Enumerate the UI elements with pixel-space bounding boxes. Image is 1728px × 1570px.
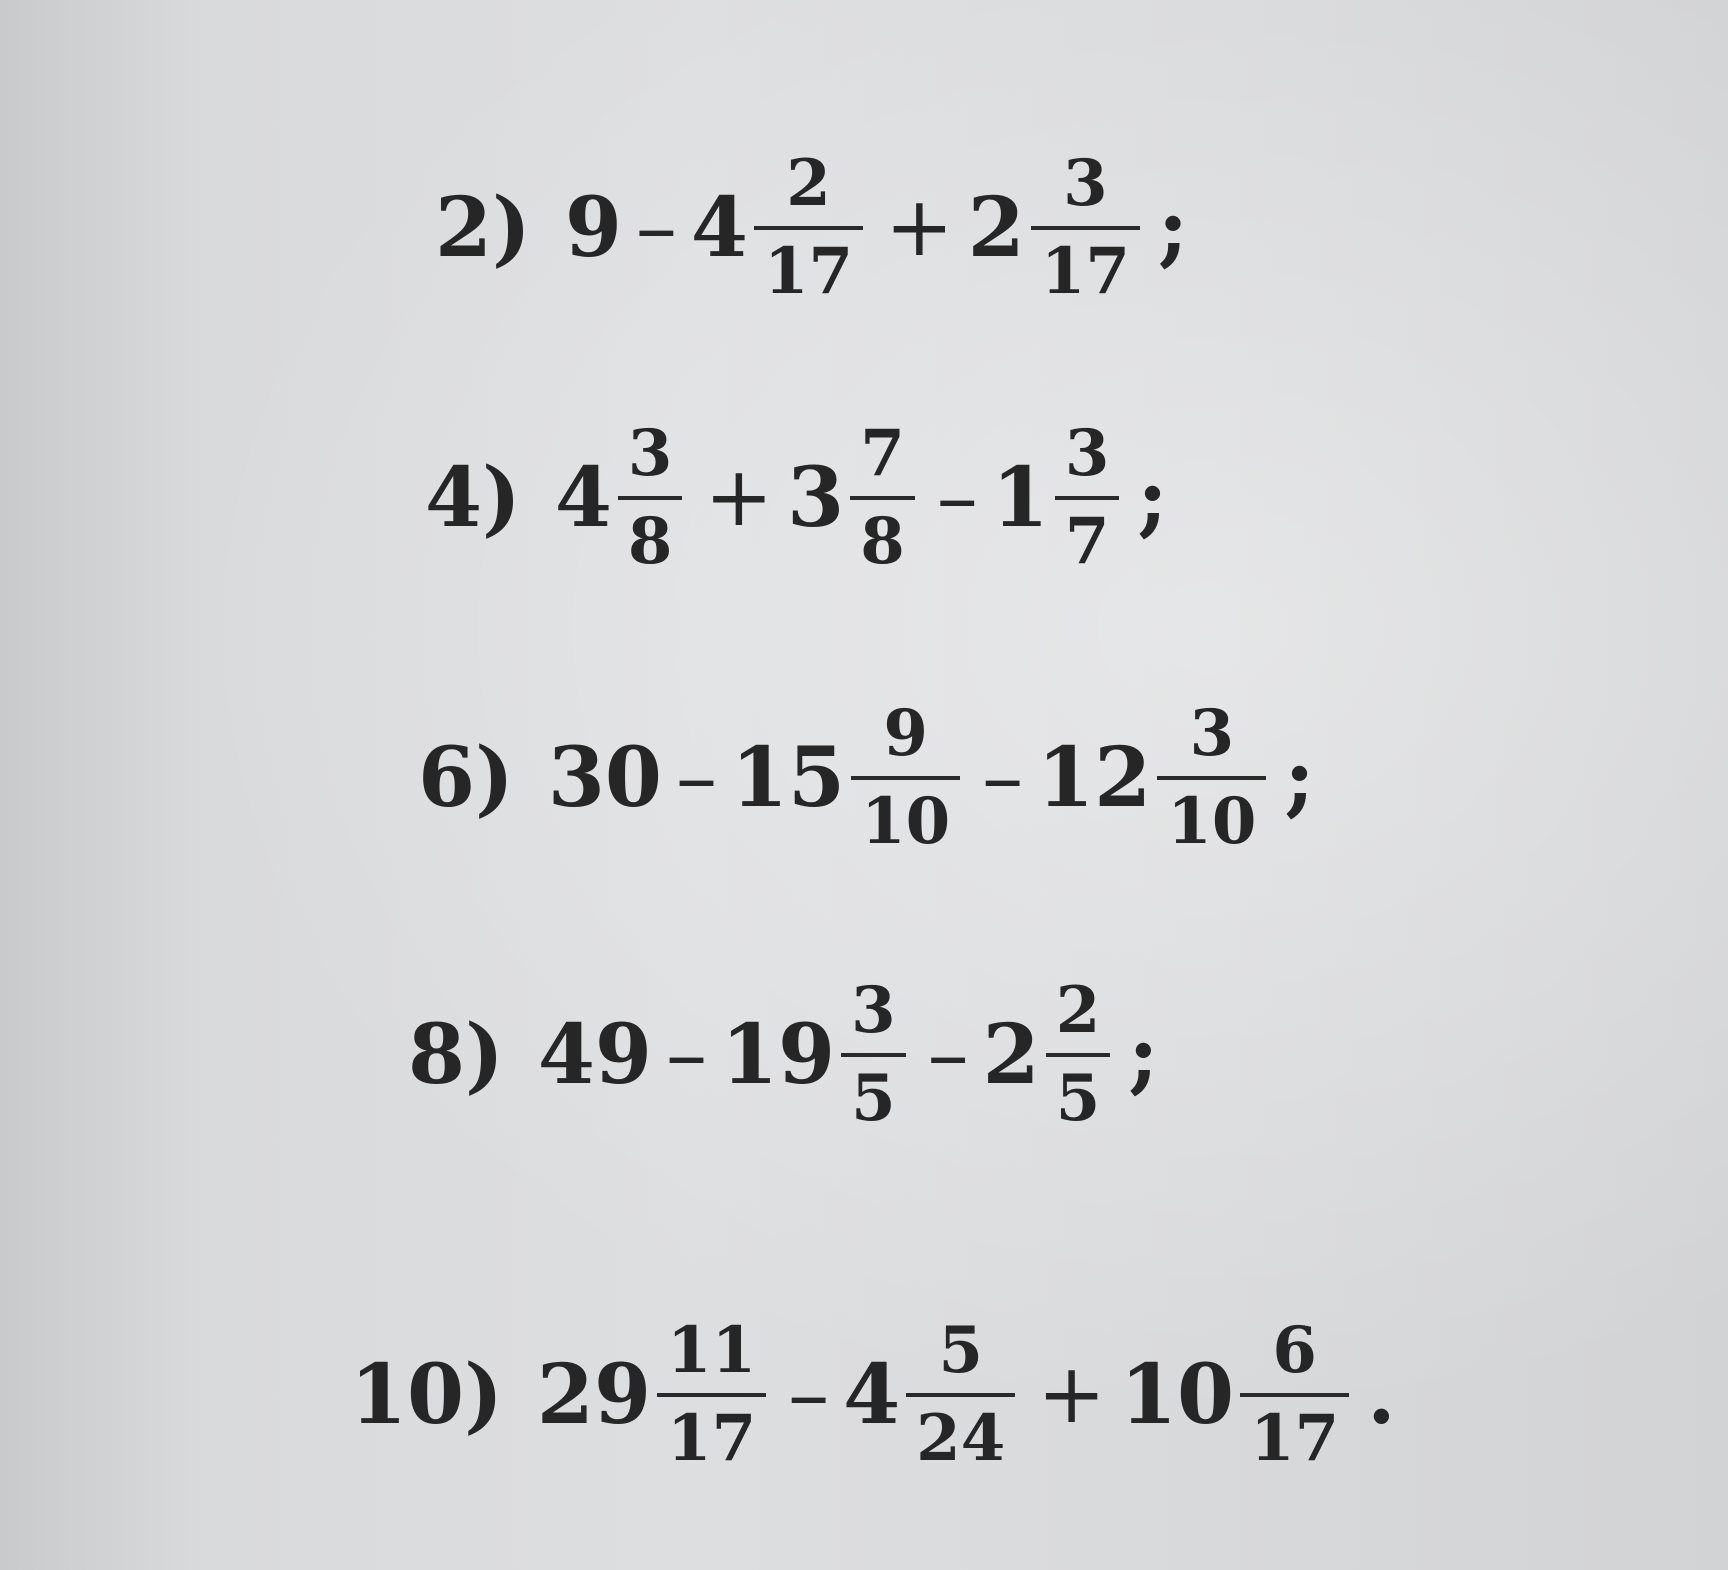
operator: + — [704, 450, 774, 545]
operator: – — [927, 1007, 969, 1102]
problem-label: 4) — [425, 450, 521, 546]
numerator: 11 — [667, 1313, 757, 1388]
problem-6 — [418, 668, 1315, 888]
fraction — [906, 1313, 1015, 1476]
fraction — [754, 146, 863, 309]
mixed-number — [690, 146, 871, 309]
denominator: 5 — [1055, 1061, 1101, 1136]
fraction — [1031, 146, 1140, 309]
operator: – — [675, 730, 717, 825]
mixed-number — [787, 416, 923, 579]
problem-label: 8) — [408, 1007, 504, 1103]
operator: + — [1037, 1347, 1106, 1442]
whole-number: 19 — [720, 1007, 836, 1103]
numerator: 3 — [1064, 416, 1110, 491]
term — [537, 1007, 652, 1103]
mixed-number — [1119, 1313, 1357, 1476]
operator: – — [936, 450, 978, 545]
operator: + — [885, 180, 954, 275]
mixed-number — [991, 416, 1128, 579]
terminator: ; — [1128, 1007, 1159, 1103]
fraction — [1055, 416, 1120, 579]
fraction — [851, 696, 960, 859]
numerator: 6 — [1272, 1313, 1317, 1388]
fraction — [1046, 973, 1111, 1136]
denominator: 24 — [916, 1401, 1006, 1476]
denominator: 10 — [861, 784, 951, 859]
denominator: 17 — [1040, 234, 1130, 309]
numerator: 2 — [786, 146, 831, 221]
whole-number: 9 — [564, 180, 622, 276]
terminator: ; — [1284, 730, 1315, 826]
numerator: 9 — [883, 696, 928, 771]
fraction — [1240, 1313, 1349, 1476]
numerator: 2 — [1055, 973, 1101, 1048]
mixed-number — [1037, 696, 1274, 859]
whole-number: 29 — [536, 1347, 652, 1443]
problem-8 — [408, 945, 1159, 1165]
whole-number: 15 — [730, 730, 846, 826]
operator: – — [788, 1347, 830, 1442]
whole-number: 1 — [991, 450, 1049, 546]
fraction — [657, 1313, 766, 1476]
operator: – — [665, 1007, 707, 1102]
whole-number: 4 — [690, 180, 748, 276]
mixed-number — [982, 973, 1119, 1136]
terminator: . — [1367, 1347, 1396, 1443]
whole-number: 49 — [537, 1007, 652, 1103]
denominator: 7 — [1064, 504, 1110, 579]
numerator: 3 — [627, 416, 673, 491]
whole-number: 4 — [554, 450, 612, 546]
numerator: 3 — [851, 973, 896, 1048]
mixed-number — [536, 1313, 774, 1476]
mixed-number — [967, 146, 1148, 309]
problem-2 — [435, 118, 1188, 338]
whole-number: 3 — [787, 450, 845, 546]
denominator: 5 — [851, 1061, 896, 1136]
whole-number: 12 — [1037, 730, 1152, 826]
terminator: ; — [1157, 180, 1189, 276]
whole-number: 2 — [982, 1007, 1040, 1103]
whole-number: 2 — [967, 180, 1025, 276]
numerator: 7 — [860, 416, 905, 491]
operator: – — [982, 730, 1024, 825]
denominator: 17 — [1250, 1401, 1340, 1476]
whole-number: 4 — [843, 1347, 901, 1443]
fraction — [841, 973, 906, 1136]
term — [564, 180, 622, 276]
mixed-number — [554, 416, 691, 579]
whole-number: 30 — [547, 730, 662, 826]
numerator: 5 — [938, 1313, 983, 1388]
whole-number: 10 — [1119, 1347, 1235, 1443]
fraction — [1157, 696, 1266, 859]
fraction — [618, 416, 683, 579]
problem-label: 6) — [418, 730, 514, 826]
mixed-number — [730, 696, 968, 859]
term — [547, 730, 662, 826]
mixed-number — [720, 973, 914, 1136]
denominator: 17 — [667, 1401, 757, 1476]
numerator: 3 — [1063, 146, 1108, 221]
numerator: 3 — [1189, 696, 1235, 771]
denominator: 8 — [860, 504, 905, 579]
operator: – — [635, 180, 677, 275]
denominator: 10 — [1167, 784, 1257, 859]
problem-label: 10) — [350, 1347, 503, 1443]
denominator: 8 — [627, 504, 673, 579]
problem-4 — [425, 388, 1168, 608]
denominator: 17 — [763, 234, 854, 309]
fraction — [850, 416, 915, 579]
problem-10 — [350, 1285, 1396, 1505]
terminator: ; — [1137, 450, 1168, 546]
problem-label: 2) — [435, 180, 531, 276]
mixed-number — [843, 1313, 1023, 1476]
